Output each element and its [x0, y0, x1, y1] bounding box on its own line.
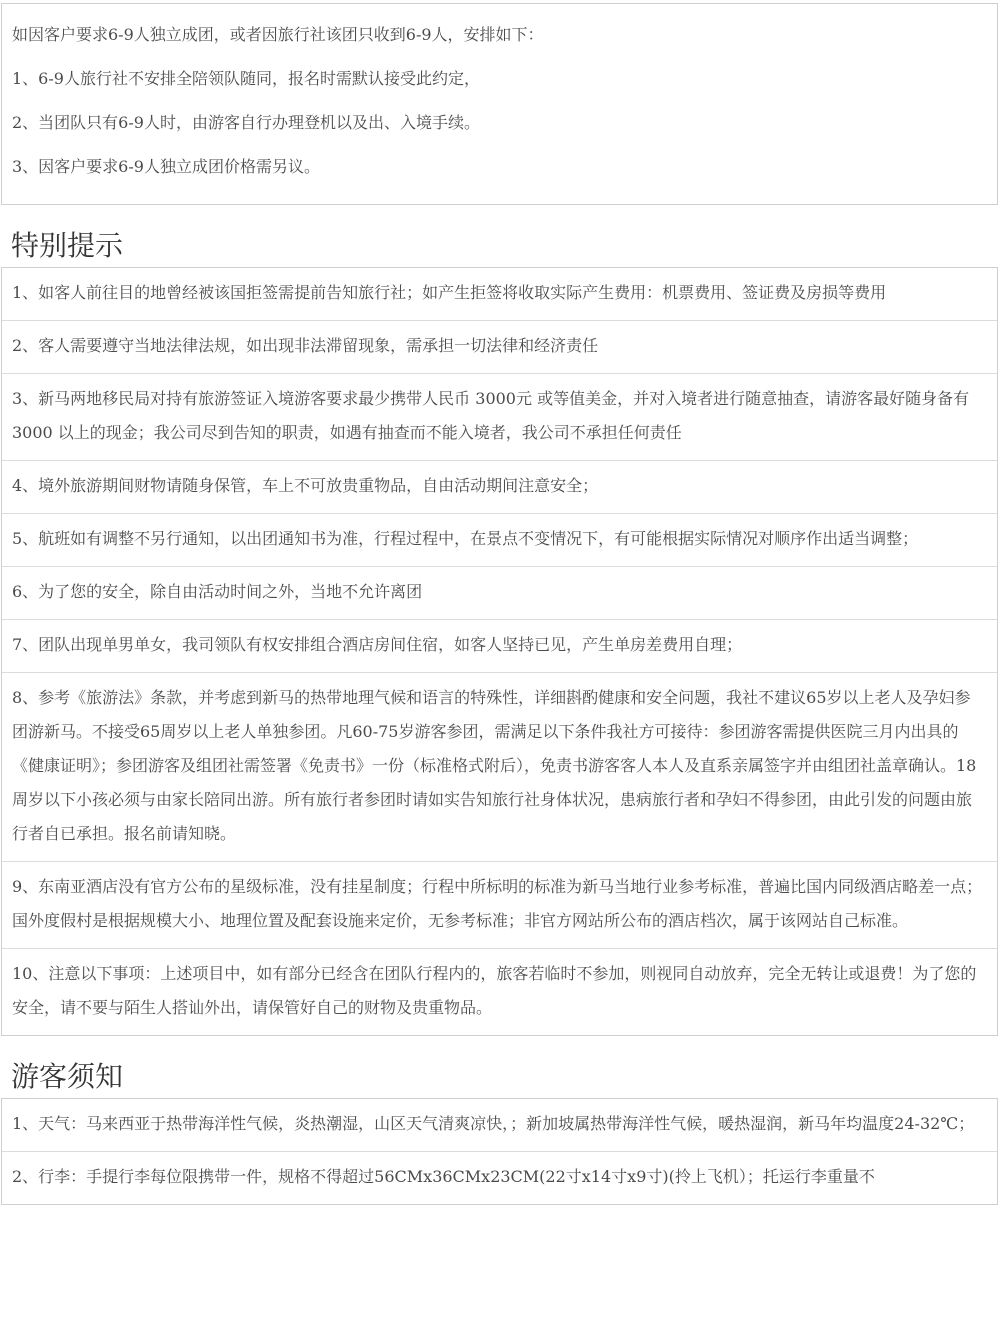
special-tips-title: 特别提示 — [11, 229, 124, 262]
list-item — [2, 566, 997, 619]
list-item — [2, 268, 997, 320]
note-text: 1、天气：马来西亚于热带海洋性气候，炎热潮湿，山区天气清爽凉快，；新加坡属热带海洋性气候，暖热湿润，新马年均温度24-32℃； — [12, 1114, 975, 1133]
visitor-notes-list — [1, 1098, 998, 1205]
list-item — [2, 513, 997, 566]
list-item — [2, 861, 997, 948]
tip-text: 5、航班如有调整不另行通知，以出团通知书为准，行程过程中，在景点不变情况下，有可能根据实际情况对顺序作出适当调整； — [12, 529, 919, 548]
list-item — [2, 320, 997, 373]
tip-text: 10、注意以下事项：上述项目中，如有部分已经含在团队行程内的，旅客若临时不参加，则视同自动放弃，完全无转让或退费！为了您的安全，请不要与陌生人搭讪外出，请保管好自己的财物及贵重物品。 — [12, 964, 977, 1017]
list-item — [2, 1151, 997, 1204]
intro-line: 如因客户要求6-9人独立成团，或者因旅行社该团只收到6-9人，安排如下： — [12, 25, 544, 44]
intro-line: 2、当团队只有6-9人时，由游客自行办理登机以及出、入境手续。 — [12, 113, 480, 132]
tip-text: 7、团队出现单男单女，我司领队有权安排组合酒店房间住宿，如客人坚持已见，产生单房差费用自理； — [12, 635, 743, 654]
list-item — [2, 672, 997, 861]
tip-text: 1、如客人前往目的地曾经被该国拒签需提前告知旅行社；如产生拒签将收取实际产生费用：机票费用、签证费及房损等费用 — [12, 283, 887, 302]
tip-text: 3、新马两地移民局对持有旅游签证入境游客要求最少携带人民币 3000元 或等值美金，并对入境者进行随意抽查，请游客最好随身备有 3000 以上的现金；我公司尽到告知的职责，如遇有抽查而不能入境者，我公司不承担任何责任 — [12, 389, 970, 442]
note-text: 2、行李：手提行李每位限携带一件，规格不得超过56CMx36CMx23CM(22寸x14寸x9寸)(拎上飞机）；托运行李重量不 — [12, 1167, 875, 1186]
visitor-notes-title: 游客须知 — [11, 1060, 124, 1093]
tip-text: 4、境外旅游期间财物请随身保管，车上不可放贵重物品，自由活动期间注意安全； — [12, 476, 599, 495]
tip-text: 8、参考《旅游法》条款，并考虑到新马的热带地理气候和语言的特殊性，详细斟酌健康和安全问题，我社不建议65岁以上老人及孕妇参团游新马。不接受65周岁以上老人单独参团。凡60-75岁游客参团，需满足以下条件我社方可接待：参团游客需提供医院三月内出具的《健康证明》；参团游客及组团社需签署《免责书》一份（标准格式附后），免责书游客客人本人及直系亲属签字并由组团社盖章确认。18周岁以下小孩必须与由家长陪同出游。所有旅行者参团时请如实告知旅行社身体状况，患病旅行者和孕妇不得参团，由此引发的问题由旅行者自已承担。报名前请知晓。 — [12, 688, 977, 843]
list-item — [2, 1099, 997, 1151]
tip-text: 9、东南亚酒店没有官方公布的星级标准，没有挂星制度；行程中所标明的标准为新马当地行业参考标准，普遍比国内同级酒店略差一点；国外度假村是根据规模大小、地理位置及配套设施来定价，无参考标准；非官方网站所公布的酒店档次，属于该网站自己标准。 — [12, 877, 983, 930]
list-item — [2, 619, 997, 672]
group-arrangement-box — [1, 3, 998, 205]
list-item — [2, 948, 997, 1035]
tip-text: 6、为了您的安全，除自由活动时间之外，当地不允许离团 — [12, 582, 423, 601]
intro-line: 1、6-9人旅行社不安排全陪领队随同，报名时需默认接受此约定， — [12, 69, 480, 88]
special-tips-list — [1, 267, 998, 1036]
list-item — [2, 373, 997, 460]
list-item — [2, 460, 997, 513]
intro-line: 3、因客户要求6-9人独立成团价格需另议。 — [12, 157, 320, 176]
tip-text: 2、客人需要遵守当地法律法规，如出现非法滞留现象，需承担一切法律和经济责任 — [12, 336, 599, 355]
